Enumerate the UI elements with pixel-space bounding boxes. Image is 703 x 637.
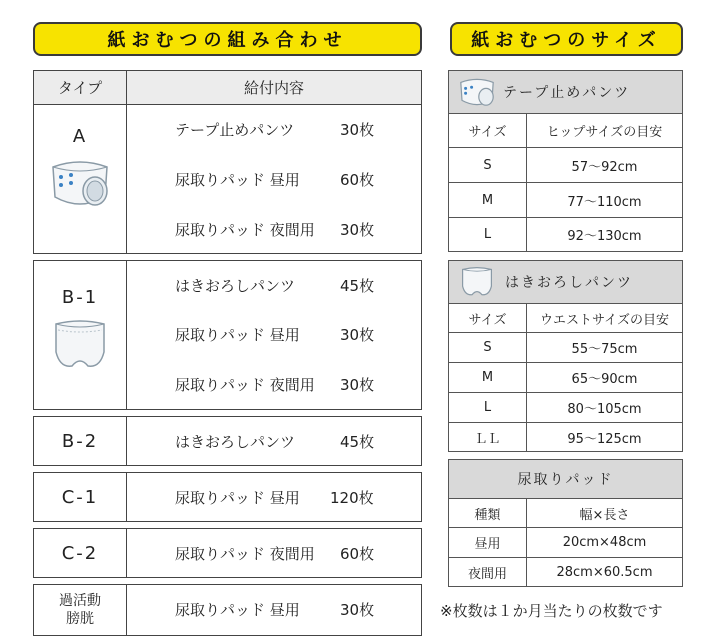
type-cell <box>34 529 127 577</box>
combo-row-b2 <box>33 416 422 466</box>
combo-table-header <box>33 70 422 105</box>
footnote: ※枚数は１か月当たりの枚数です <box>440 602 663 620</box>
items-cell <box>127 529 421 577</box>
item-qty: 60枚 <box>340 171 375 189</box>
table-row <box>449 558 682 586</box>
col-kind: 種類 <box>449 499 527 527</box>
pants-size-title: はきおろしパンツ <box>505 275 633 291</box>
size-title-banner <box>450 22 683 56</box>
item-name: はきおろしパンツ <box>175 277 296 295</box>
items-cell <box>127 105 421 253</box>
col-dimensions: 幅×長さ <box>579 507 630 523</box>
pull-up-pants-icon <box>50 316 110 374</box>
type-label: A <box>72 125 88 147</box>
item-qty: 120枚 <box>330 489 374 507</box>
range-cell: 57〜92cm <box>571 159 638 175</box>
item-name: 尿取りパッド 昼用 <box>175 601 300 619</box>
type-label: C-2 <box>61 542 99 564</box>
tape-size-header <box>449 71 682 114</box>
col-guide: ウエストサイズの目安 <box>540 312 669 328</box>
item-name: 尿取りパッド 夜間用 <box>175 376 315 394</box>
size-cell: L <box>449 218 527 251</box>
col-guide: ヒップサイズの目安 <box>546 125 663 140</box>
item-qty: 30枚 <box>340 376 375 394</box>
pants-size-header <box>449 261 682 304</box>
items-cell <box>127 261 421 409</box>
item-name: はきおろしパンツ <box>175 433 296 451</box>
item-qty: 60枚 <box>340 545 375 563</box>
range-cell: 77〜110cm <box>567 194 642 210</box>
items-cell <box>127 473 421 521</box>
type-cell <box>34 473 127 521</box>
table-row <box>449 148 682 183</box>
type-label: B-2 <box>61 430 99 452</box>
kind-cell: 夜間用 <box>449 558 527 586</box>
tape-diaper-icon <box>457 74 497 110</box>
table-header-row <box>449 499 682 528</box>
pants-size-table <box>448 260 683 452</box>
table-row <box>449 218 682 251</box>
pad-size-header <box>449 460 682 499</box>
combo-row-c2 <box>33 528 422 578</box>
table-row <box>449 423 682 451</box>
type-cell <box>34 261 127 409</box>
col-size: サイズ <box>449 304 527 332</box>
table-row <box>449 183 682 218</box>
tape-size-title: テープ止めパンツ <box>503 85 631 101</box>
pull-up-pants-icon <box>459 264 495 300</box>
range-cell: 65〜90cm <box>571 372 638 387</box>
table-header-row <box>449 304 682 333</box>
item-qty: 30枚 <box>340 221 375 239</box>
items-cell <box>127 585 421 635</box>
header-type: タイプ <box>34 71 127 104</box>
item-name: テープ止めパンツ <box>175 121 295 139</box>
item-qty: 45枚 <box>340 277 375 295</box>
size-cell: ＬＬ <box>449 423 527 451</box>
combination-title: 紙おむつの組み合わせ <box>107 30 348 51</box>
type-cell <box>34 417 127 465</box>
dimension-cell: 20cm×48cm <box>562 535 647 550</box>
table-row <box>449 528 682 558</box>
size-cell: S <box>449 333 527 362</box>
type-label: 過活動 膀胱 <box>59 593 101 627</box>
kind-cell: 昼用 <box>449 528 527 557</box>
item-name: 尿取りパッド 夜間用 <box>175 545 315 563</box>
dimension-cell: 28cm×60.5cm <box>556 564 653 580</box>
tape-diaper-icon <box>47 153 113 213</box>
table-row <box>449 333 682 363</box>
item-name: 尿取りパッド 昼用 <box>175 171 300 189</box>
tape-size-table <box>448 70 683 252</box>
combo-row-a <box>33 104 422 254</box>
type-cell <box>34 105 127 253</box>
size-cell: L <box>449 393 527 422</box>
items-cell <box>127 417 421 465</box>
type-label: B-1 <box>61 286 99 308</box>
combo-row-b1 <box>33 260 422 410</box>
range-cell: 95〜125cm <box>567 431 642 447</box>
item-name: 尿取りパッド 夜間用 <box>175 221 315 239</box>
range-cell: 92〜130cm <box>567 229 642 244</box>
type-label: C-1 <box>61 486 99 508</box>
pad-size-title: 尿取りパッド <box>517 472 614 488</box>
table-row <box>449 393 682 423</box>
combo-row-c1 <box>33 472 422 522</box>
combo-row-overactive-bladder <box>33 584 422 636</box>
size-cell: M <box>449 363 527 392</box>
table-header-row <box>449 114 682 148</box>
size-cell: M <box>449 183 527 217</box>
item-name: 尿取りパッド 昼用 <box>175 326 300 344</box>
range-cell: 55〜75cm <box>571 342 638 357</box>
item-qty: 30枚 <box>340 601 375 619</box>
type-cell <box>34 585 127 635</box>
item-qty: 30枚 <box>340 121 375 139</box>
col-size: サイズ <box>449 114 527 147</box>
item-qty: 30枚 <box>340 326 375 344</box>
combination-title-banner <box>33 22 422 56</box>
size-cell: S <box>449 148 527 182</box>
range-cell: 80〜105cm <box>567 402 642 417</box>
pad-size-table <box>448 459 683 587</box>
size-title: 紙おむつのサイズ <box>471 30 662 51</box>
item-name: 尿取りパッド 昼用 <box>175 489 300 507</box>
table-row <box>449 363 682 393</box>
item-qty: 45枚 <box>340 433 375 451</box>
header-contents: 給付内容 <box>243 79 304 97</box>
